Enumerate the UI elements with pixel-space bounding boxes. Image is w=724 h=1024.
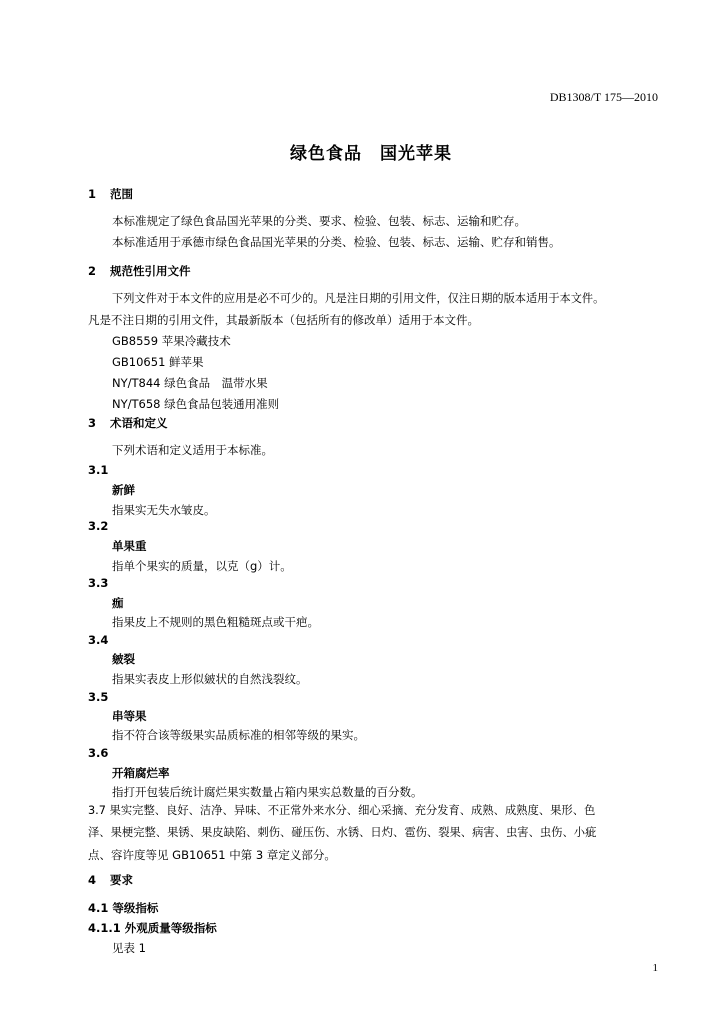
section-number: 3 [88, 416, 97, 430]
paragraph: 泽、果梗完整、果锈、果皮缺陷、刺伤、碰压伤、水锈、日灼、雹伤、裂果、病害、虫害、虫伤、小疵 [88, 826, 597, 839]
paragraph: 见表 1 [112, 941, 146, 955]
reference-item: GB8559 苹果冷藏技术 [112, 334, 231, 348]
term-definition: 指打开包装后统计腐烂果实数量占箱内果实总数量的百分数。 [112, 785, 423, 799]
term-number: 3.4 [88, 633, 109, 647]
term-name: 开箱腐烂率 [112, 766, 170, 780]
section-title: 规范性引用文件 [110, 264, 191, 278]
term-definition: 指不符合该等级果实品质标准的相邻等级的果实。 [112, 728, 365, 742]
term-name: 痂 [112, 596, 124, 610]
paragraph: 本标准规定了绿色食品国光苹果的分类、要求、检验、包装、标志、运输和贮存。 [112, 214, 526, 228]
paragraph: 3.7 果实完整、良好、洁净、异味、不正常外来水分、细心采摘、充分发育、成熟、成熟度、果形、色 [88, 804, 596, 817]
page-number: 1 [652, 962, 658, 974]
term-definition: 指果实无失水皱皮。 [112, 503, 216, 517]
reference-item: NY/T658 绿色食品包装通用准则 [112, 397, 280, 411]
term-number: 3.3 [88, 576, 109, 590]
paragraph: 点、容许度等见 GB10651 中第 3 章定义部分。 [88, 848, 336, 862]
section-3-heading [88, 415, 168, 431]
subsection-heading: 4.1 等级指标 [88, 901, 159, 915]
section-2-heading [88, 263, 191, 279]
section-number: 2 [88, 264, 97, 278]
term-definition: 指单个果实的质量，以克（g）计。 [112, 559, 292, 573]
term-number: 3.6 [88, 746, 109, 760]
term-definition: 指果皮上不规则的黑色粗糙斑点或干疤。 [112, 615, 319, 629]
paragraph: 本标准适用于承德市绿色食品国光苹果的分类、检验、包装、标志、运输、贮存和销售。 [112, 235, 561, 249]
paragraph: 凡是不注日期的引用文件，其最新版本（包括所有的修改单）适用于本文件。 [88, 313, 479, 327]
paragraph: 下列术语和定义适用于本标准。 [112, 443, 273, 457]
section-title: 范围 [110, 187, 133, 201]
subsection-heading: 4.1.1 外观质量等级指标 [88, 921, 217, 935]
section-number: 1 [88, 187, 97, 201]
term-number: 3.2 [88, 519, 109, 533]
section-1-heading [88, 186, 133, 202]
term-definition: 指果实表皮上形似皴状的自然浅裂纹。 [112, 672, 308, 686]
term-name: 新鲜 [112, 483, 135, 497]
term-number: 3.1 [88, 463, 109, 477]
term-name: 单果重 [112, 539, 147, 553]
term-name: 串等果 [112, 709, 147, 723]
term-name: 皴裂 [112, 652, 135, 666]
term-number: 3.5 [88, 690, 109, 704]
standard-code: DB1308/T 175—2010 [549, 90, 658, 104]
document-title: 绿色食品 国光苹果 [290, 144, 452, 164]
paragraph: 下列文件对于本文件的应用是必不可少的。凡是注日期的引用文件，仅注日期的版本适用于本文件。 [112, 292, 605, 305]
section-4-heading [88, 872, 133, 888]
reference-item: GB10651 鲜苹果 [112, 355, 204, 369]
section-number: 4 [88, 873, 97, 887]
section-title: 术语和定义 [110, 416, 168, 430]
section-title: 要求 [110, 873, 133, 887]
reference-item: NY/T844 绿色食品 温带水果 [112, 376, 268, 390]
